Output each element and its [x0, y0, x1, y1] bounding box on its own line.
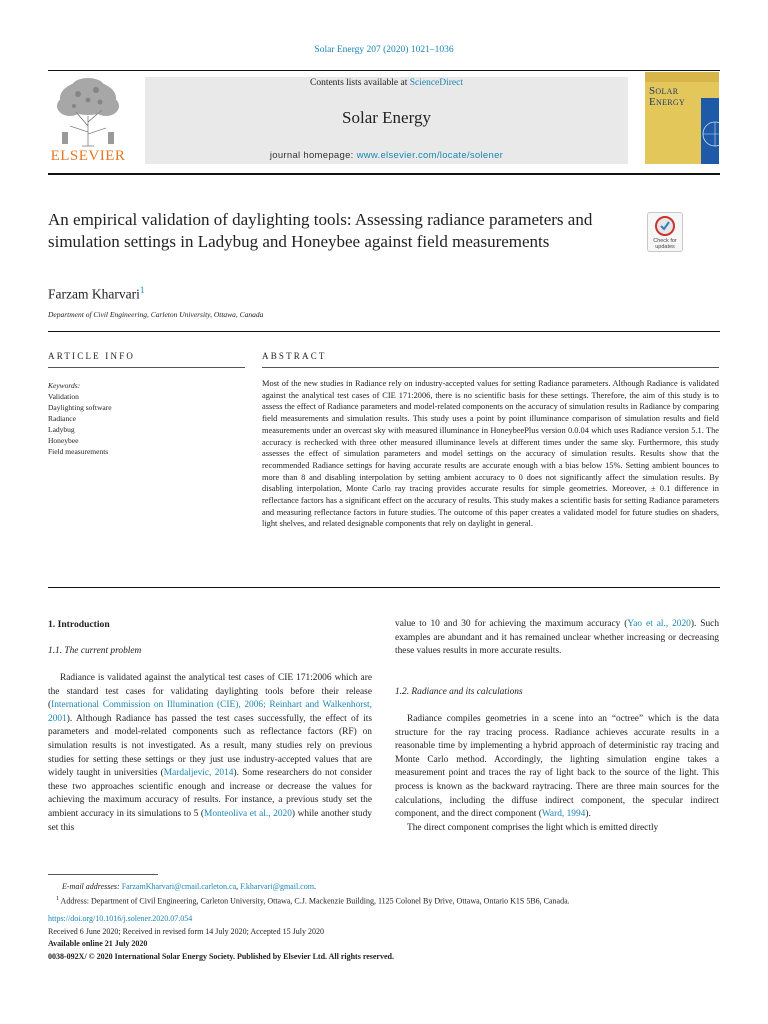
citation-link[interactable]: International Commission on Illumination (CIE), 2006; Reinhart and Walkenhorst, 2001	[48, 700, 372, 724]
copyright-line: 0038-092X/ © 2020 International Solar Energy Society. Published by Elsevier Ltd. All rights reserved.	[48, 951, 394, 961]
check-for-updates-badge[interactable]	[647, 212, 683, 252]
keyword-item: Radiance	[48, 414, 76, 423]
citation-link[interactable]: Monteoliva et al., 2020	[203, 808, 292, 819]
journal-reference[interactable]: Solar Energy 207 (2020) 1021–1036	[314, 45, 454, 55]
info-top-rule	[48, 331, 720, 332]
paragraph: Radiance compiles geometries in a scene into an “octree” which is the data structure for the ray tracing process. Radiance achieves accurate results in a reasonable time by implementing a hybrid approach of deterministic ray tracing and Monte Carlo method. Accordingly, the lighting simulation engine takes a measurement point and traces the ray of light back to the source of the light. This process is known as the backward raytracing. There are three main sources for the calculations, including the diffuse indirect component, the specular indirect component, and the direct component (Ward, 1994).	[395, 714, 719, 820]
keyword-item: Validation	[48, 392, 79, 401]
doi-link[interactable]: https://doi.org/10.1016/j.solener.2020.07.054	[48, 914, 193, 923]
keyword-item: Field measurements	[48, 447, 109, 456]
keyword-item: Ladybug	[48, 425, 75, 434]
keywords-label: Keywords:	[48, 381, 81, 390]
email-link[interactable]: FarzamKharvari@cmail.carleton.ca	[121, 882, 237, 891]
address-footnote: $^1$ Address: Department of Civil Engineering, Carleton University, Ottawa, C.J. Mackenzie Building, 1125 Colonel By Drive, Ottawa, Ontario K1S 5B6, Canada.	[56, 896, 570, 906]
abstract-text: Most of the new studies in Radiance rely on industry-accepted values for setting Radiance parameters. Although Radiance is validated against the analytical test cases of CIE 171:2006, there is no scientific basis for these settings. Therefore, the aim of this study is to assess the effect of Radiance parameters and model-related components on the accuracy of simulation results in Radiance by comparing field measurements and simulation results. This study uses a point by point illuminance comparison of simulation results and field measurements under an overcast sky with measured illuminance in HoneybeePlus version 0.0.04 which uses Radiance version 5.1. The accuracy is rechecked with three other measured illuminance levels at different times under the same sky. Furthermore, this study assesses the effect of simulation parameters and model settings on the accuracy of simulation results. Results show that the recommended Radiance settings for having accurate results are accurate enough with a bias below 15%. Setting ambient bounces to more than 8 and disabling interpolation by setting ambient accuracy to 0 does not significantly affect the simulation results. By disabling interpolation, Monte Carlo ray tracing provides accurate results for simple geometries. Moreover, ± 0.1 difference in reflectance factors has a significant effect on the accuracy of results. This study makes a scientific basis for setting Radiance parameters and measuring reflectance factors in future studies. The outcome of this paper creates a validated model for future studies on shaders, light shelves, and related designable components that rely on daylight in general.	[262, 379, 719, 529]
article-info-rule	[48, 367, 245, 368]
masthead-top-rule	[48, 70, 720, 71]
abstract-bottom-rule	[48, 587, 720, 588]
citation-link[interactable]: Mardaljevic, 2014	[163, 768, 234, 779]
subsection-heading-current-problem: 1.1. The current problem	[48, 646, 142, 656]
received-dates: Received 6 June 2020; Received in revised form 14 July 2020; Accepted 15 July 2020	[48, 926, 324, 936]
footnotes	[48, 881, 728, 908]
paragraph: The direct component comprises the light which is emitted directly	[407, 822, 659, 833]
journal-name: Solar Energy	[342, 108, 431, 127]
svg-text:updates: updates	[655, 244, 675, 250]
journal-homepage: journal homepage: www.elsevier.com/locate/solener	[269, 150, 504, 161]
left-column-text	[48, 672, 372, 835]
right-column-text-top	[395, 618, 719, 659]
article-title: An empirical validation of daylighting tools: Assessing radiance parameters and simulation settings in Ladybug and Honeybee against field measurements	[48, 210, 593, 251]
masthead-bottom-rule	[48, 173, 720, 175]
cover-title: Solar Energy	[649, 85, 686, 108]
right-column-text-bottom	[395, 713, 719, 835]
contents-line: Contents lists available at ScienceDirect	[309, 78, 463, 88]
subsection-heading-radiance: 1.2. Radiance and its calculations	[395, 687, 523, 697]
author-name: Farzam Kharvari$^1$	[48, 285, 145, 302]
email-line: E-mail addresses: FarzamKharvari@cmail.carleton.ca, F.kharvari@gmail.com.	[62, 882, 316, 891]
footnote-rule	[48, 874, 158, 875]
svg-text:Check for: Check for	[653, 238, 677, 244]
abstract-heading: ABSTRACT	[262, 351, 327, 361]
section-heading-introduction: 1. Introduction	[48, 619, 110, 630]
keyword-item: Daylighting software	[48, 403, 112, 412]
keyword-item: Honeybee	[48, 436, 79, 445]
paragraph: Radiance is validated against the analytical test cases of CIE 171:2006 which are the standard test cases for validating daylighting tools before their release (International Commission on Illumination (CIE), 2006; Reinhart and Walkenhorst, 2001). Although Radiance has passed the test cases successfully, the effect of its parameters and model-related components such as reflectance factors (RF) on simulation results is not investigated. As a result, many studies rely on previous studies for setting these settings or they just use industry-accepted values that are widely taught in universities (Mardaljevic, 2014). Some researchers do not consider these two approaches scientific enough and increase or decrease the values for achieving the maximum accuracy of results. For instance, a previous study set the ambient accuracy in its simulations to 5 (Monteoliva et al., 2020) while another study set this	[48, 673, 373, 833]
cover-top-band	[645, 72, 719, 82]
homepage-link[interactable]: www.elsevier.com/locate/solener	[356, 150, 504, 161]
abstract-rule	[262, 367, 719, 368]
citation-link[interactable]: Yao et al., 2020	[627, 619, 691, 629]
citation-link[interactable]: Ward, 1994	[541, 809, 586, 820]
author-footnote-marker[interactable]: 1	[139, 285, 145, 295]
sciencedirect-link[interactable]: ScienceDirect	[409, 78, 463, 88]
author-affiliation: Department of Civil Engineering, Carleton University, Ottawa, Canada	[48, 310, 264, 319]
keywords-block	[48, 380, 112, 457]
article-metadata	[48, 913, 394, 963]
available-online: Available online 21 July 2020	[48, 939, 148, 948]
paragraph: value to 10 and 30 for achieving the maximum accuracy (Yao et al., 2020). Such examples are abundant and it has remained unclear whether increasing or decreasing these values results in more accurate results.	[395, 619, 720, 657]
journal-cover[interactable]	[645, 72, 719, 164]
email-link[interactable]: F.kharvari@gmail.com	[240, 882, 314, 891]
article-info-heading: ARTICLE INFO	[48, 351, 136, 361]
elsevier-wordmark: ELSEVIER	[50, 148, 126, 164]
cover-globe-band	[701, 98, 719, 164]
